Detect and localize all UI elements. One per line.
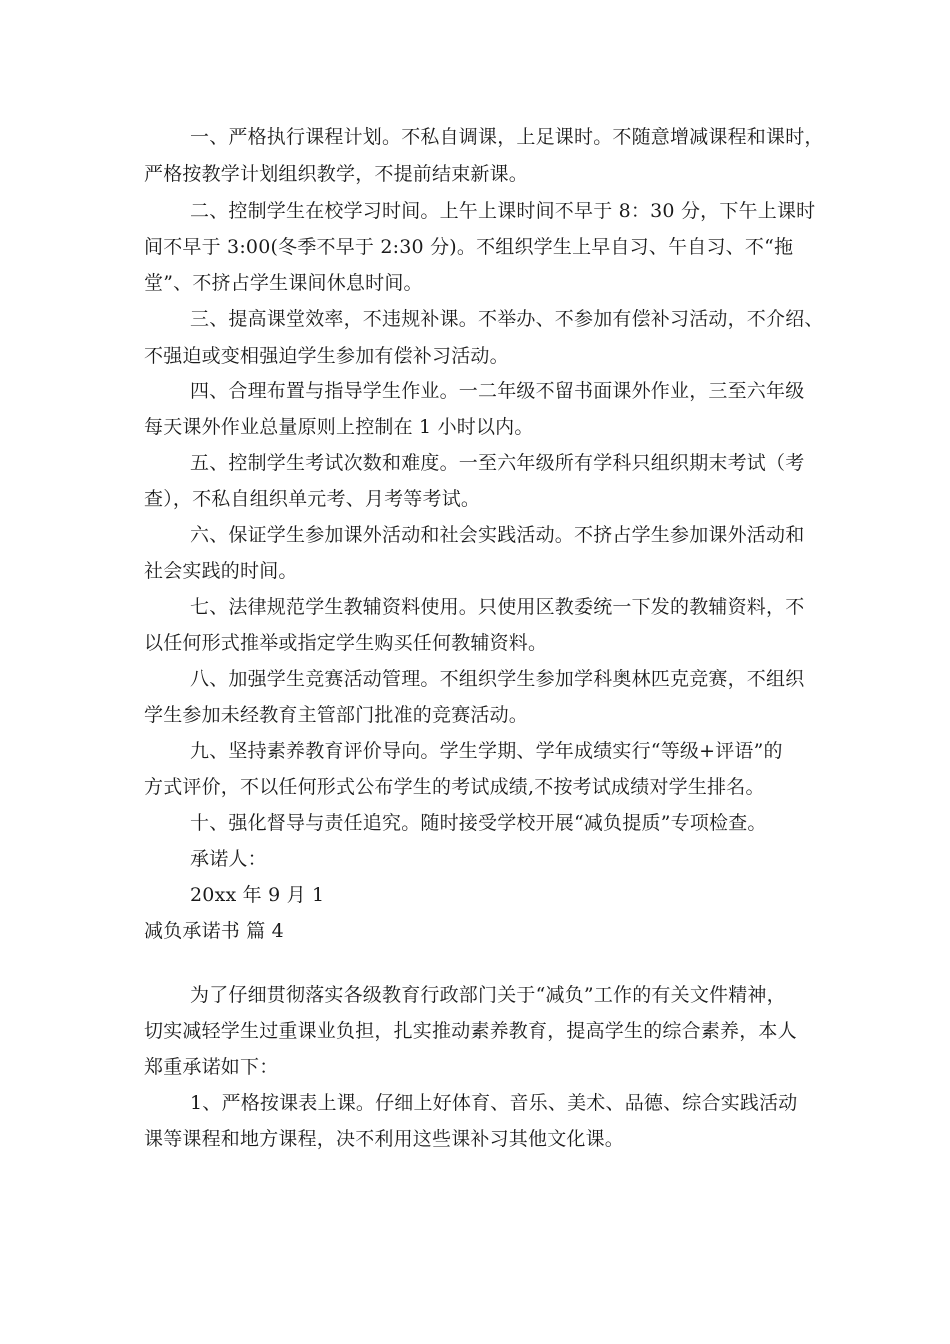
paragraph-line: 课等课程和地方课程，决不利用这些课补习其他文化课。 <box>144 1128 625 1150</box>
paragraph-line: 七、法律规范学生教辅资料使用。只使用区教委统一下发的教辅资料，不 <box>190 596 805 618</box>
paragraph-line: 十、强化督导与责任追究。随时接受学校开展“减负提质”专项检查。 <box>190 812 767 834</box>
paragraph-line: 1、严格按课表上课。仔细上好体育、音乐、美术、品德、综合实践活动 <box>190 1092 798 1114</box>
paragraph-line: 郑重承诺如下： <box>144 1056 279 1078</box>
paragraph-line: 间不早于 3:00(冬季不早于 2:30 分)。不组织学生上早自习、午自习、不“拖 <box>144 236 794 258</box>
paragraph-line: 四、合理布置与指导学生作业。一二年级不留书面课外作业，三至六年级 <box>190 380 805 402</box>
paragraph-line: 社会实践的时间。 <box>144 560 298 582</box>
paragraph-line: 每天课外作业总量原则上控制在 1 小时以内。 <box>144 416 534 438</box>
paragraph-line: 五、控制学生考试次数和难度。一至六年级所有学科只组织期末考试（考 <box>190 452 805 474</box>
paragraph-line: 方式评价，不以任何形式公布学生的考试成绩,不按考试成绩对学生排名。 <box>144 776 765 798</box>
paragraph-line: 六、保证学生参加课外活动和社会实践活动。不挤占学生参加课外活动和 <box>190 524 805 546</box>
signature-label: 承诺人： <box>190 848 267 870</box>
paragraph-line: 不强迫或变相强迫学生参加有偿补习活动。 <box>144 345 509 367</box>
paragraph-line: 学生参加未经教育主管部门批准的竞赛活动。 <box>144 704 529 726</box>
paragraph-line: 查），不私自组织单元考、月考等考试。 <box>144 488 481 510</box>
paragraph-line: 切实减轻学生过重课业负担，扎实推动素养教育，提高学生的综合素养，本人 <box>144 1020 797 1042</box>
paragraph-line: 一、严格执行课程计划。不私自调课，上足课时。不随意增减课程和课时， <box>190 126 824 148</box>
paragraph-line: 为了仔细贯彻落实各级教育行政部门关于“减负”工作的有关文件精神， <box>190 984 786 1006</box>
paragraph-line: 二、控制学生在校学习时间。上午上课时间不早于 8：30 分，下午上课时 <box>190 200 816 222</box>
date-line: 20xx 年 9 月 1 <box>190 884 325 906</box>
paragraph-line: 八、加强学生竞赛活动管理。不组织学生参加学科奥林匹克竞赛，不组织 <box>190 668 805 690</box>
section-heading: 减负承诺书 篇 4 <box>144 920 284 942</box>
paragraph-line: 严格按教学计划组织教学，不提前结束新课。 <box>144 163 529 185</box>
paragraph-line: 以任何形式推举或指定学生购买任何教辅资料。 <box>144 632 548 654</box>
paragraph-line: 三、提高课堂效率，不违规补课。不举办、不参加有偿补习活动，不介绍、 <box>190 308 824 330</box>
paragraph-line: 九、坚持素养教育评价导向。学生学期、学年成绩实行“等级+评语”的 <box>190 740 783 762</box>
paragraph-line: 堂”、不挤占学生课间休息时间。 <box>144 272 423 294</box>
